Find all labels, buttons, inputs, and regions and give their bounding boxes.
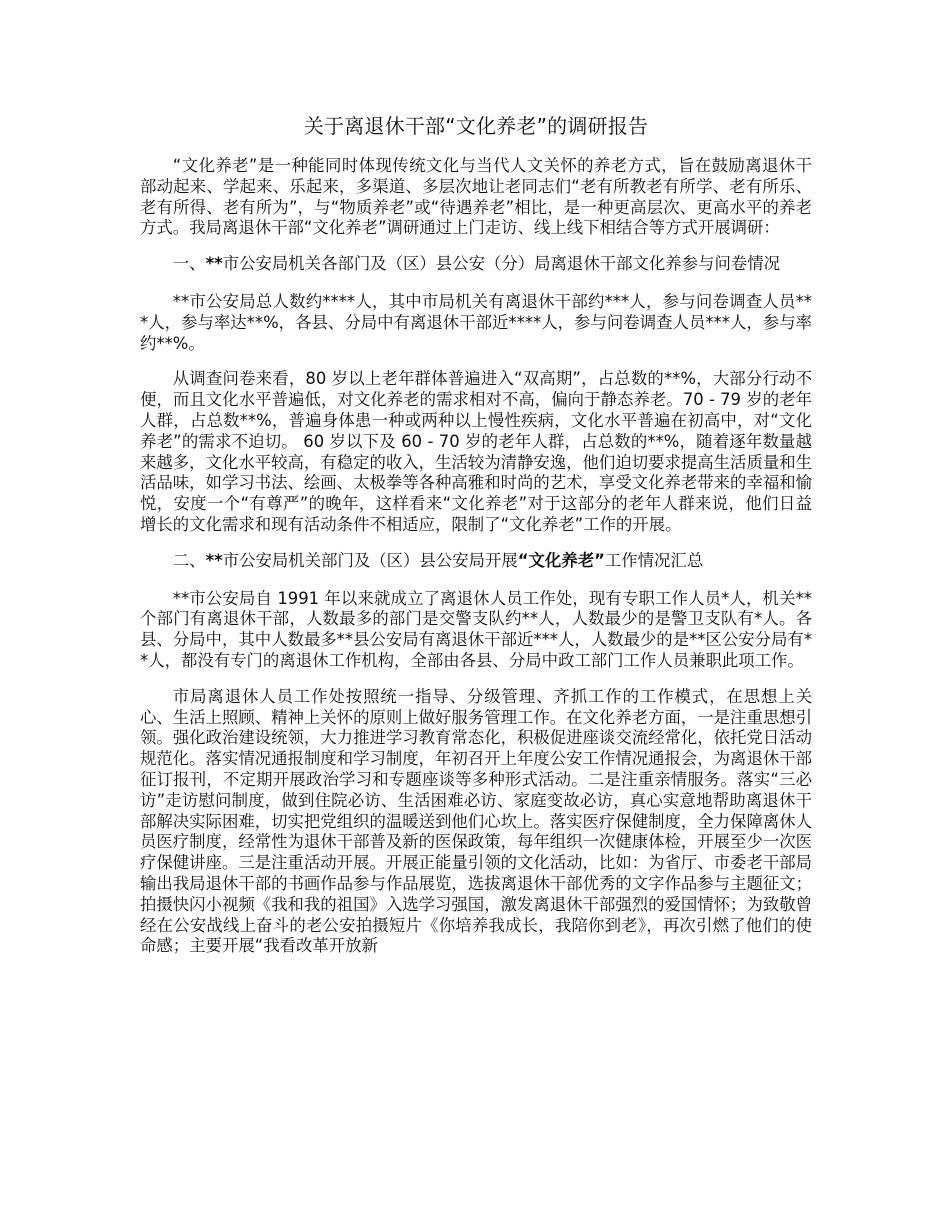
heading-2-stars: ** bbox=[205, 550, 223, 570]
section-heading-2 bbox=[140, 551, 812, 572]
survey-stats-paragraph: **市公安局总人数约****人，其中市局机关有离退休干部约***人，参与问卷调查人员***人，参与率达**%，各县、分局中有离退休干部近****人，参与问卷调查人员***人，参与率约**%。 bbox=[140, 291, 812, 353]
document-title: 关于离退休干部“文化养老”的调研报告 bbox=[303, 114, 649, 138]
heading-2-quote: “文化养老” bbox=[517, 550, 605, 570]
section-heading-1 bbox=[140, 254, 812, 275]
heading-1-text: 市公安局机关各部门及（区）县公安（分）局离退休干部文化养参与问卷情况 bbox=[222, 254, 781, 274]
heading-1-stars: ** bbox=[205, 254, 223, 274]
heading-2-prefix: 二、 bbox=[172, 550, 206, 570]
survey-analysis-paragraph: 从调查问卷来看，80 岁以上老年群体普遍进入“双高期”，占总数的**%，大部分行动不便，而且文化水平普遍低，对文化养老的需求相对不高，偏向于静态养老。70 - 79 岁的老年人群，占总数**%，普遍身体患一种或两种以上慢性疾病，文化水平普遍在初高中，对“文化养老”的需求不迫切。 60 岁以下及 60 - 70 岁的老年人群，占总数的**%，随着逐年数量越来越多，文化水平较高，有稳定的收入，生活较为清静安逸，他们迫切要求提高生活质量和生活品味，如学习书法、绘画、太极拳等各种高雅和时尚的艺术，享受文化养老带来的幸福和愉悦，安度一个“有尊严”的晚年，这样看来“文化养老”对于这部分的老年人群来说，他们日益增长的文化需求和现有活动条件不相适应，限制了“文化养老”工作的开展。 bbox=[140, 369, 813, 534]
work-mode-paragraph: 市局离退休人员工作处按照统一指导、分级管理、齐抓工作的工作模式，在思想上关心、生活上照顾、精神上关怀的原则上做好服务管理工作。在文化养老方面，一是注重思想引领。强化政治建设统领，大力推进学习教育常态化，积极促进座谈交流经常化，依托党日活动规范化。落实情况通报制度和学习制度，年初召开上年度公安工作情况通报会，为离退休干部征订报刊，不定期开展政治学习和专题座谈等多种形式活动。二是注重亲情服务。落实“三必访”走访慰问制度，做到住院必访、生活困难必访、家庭变故必访，真心实意地帮助离退休干部解决实际困难，切实把党组织的温暖送到他们心坎上。落实医疗保健制度，全力保障离休人员医疗制度，经常性为退休干部普及新的医保政策，每年组织一次健康体检，开展至少一次医疗保健讲座。三是注重活动开展。开展正能量引领的文化活动，比如：为省厅、市委老干部局输出我局退休干部的书画作品参与作品展览，选拔离退休干部优秀的文字作品参与主题征文；拍摄快闪小视频《我和我的祖国》入选学习强国，激发离退休干部强烈的爱国情怀；为致敬曾经在公安战线上奋斗的老公安拍摄短片《你培养我成长，我陪你到老》，再次引燃了他们的使命感；主要开展“我看改革开放新 bbox=[140, 686, 813, 956]
org-overview-paragraph: **市公安局自 1991 年以来就成立了离退休人员工作处，现有专职工作人员*人，机关**个部门有离退休干部，人数最多的部门是交警支队约**人，人数最少的是警卫支队有*人。各县、分局中，其中人数最多**县公安局有离退休干部近***人，人数最少的是**区公安分局有**人，都没有专门的离退休工作机构，全部由各县、分局中政工部门工作人员兼职此项工作。 bbox=[140, 588, 813, 670]
heading-2-text-b: 工作情况汇总 bbox=[604, 550, 704, 570]
heading-2-text-a: 市公安局机关部门及（区）县公安局开展 bbox=[222, 550, 518, 570]
document-body bbox=[140, 112, 812, 972]
heading-1-prefix: 一、 bbox=[172, 254, 206, 274]
intro-paragraph: “文化养老”是一种能同时体现传统文化与当代人文关怀的养老方式，旨在鼓励离退休干部动起来、学起来、乐起来，多渠道、多层次地让老同志们“老有所教老有所学、老有所乐、老有所得、老有所为”，与“物质养老”或“待遇养老”相比，是一种更高层次、更高水平的养老方式。我局离退休干部“文化养老”调研通过上门走访、线上线下相结合等方式开展调研： bbox=[140, 156, 812, 238]
